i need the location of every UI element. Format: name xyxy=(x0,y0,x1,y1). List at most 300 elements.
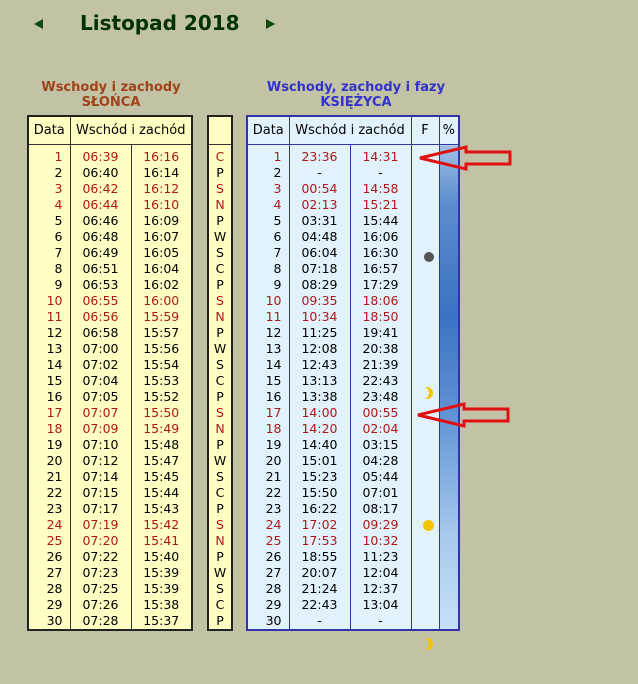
table-row xyxy=(208,277,232,293)
moonrise-cell: 15:23 xyxy=(289,469,350,485)
sunrise-cell: 07:04 xyxy=(70,373,131,389)
table-row xyxy=(208,357,232,373)
table-row xyxy=(28,517,192,533)
moon-day-cell: 16 xyxy=(265,389,282,404)
sunset-cell: 15:45 xyxy=(131,469,192,485)
table-row xyxy=(28,485,192,501)
moonset-cell: 16:06 xyxy=(350,229,411,245)
phase-cell xyxy=(411,181,439,197)
sun-day-cell: 13 xyxy=(46,341,63,356)
moonset-cell: 17:29 xyxy=(350,277,411,293)
moon-day-cell: 1 xyxy=(273,149,282,164)
moon-day-cell: 9 xyxy=(273,277,282,292)
moonrise-cell: 23:36 xyxy=(289,145,350,166)
moon-heading-line2: KSIĘŻYCA xyxy=(320,95,392,110)
table-row xyxy=(28,325,192,341)
red-arrow-annotation-icon xyxy=(416,144,514,172)
table-row xyxy=(28,549,192,565)
moon-day-cell: 30 xyxy=(265,613,282,628)
sunrise-cell: 06:40 xyxy=(70,165,131,181)
sunrise-cell: 06:39 xyxy=(70,145,131,166)
sun-day-cell: 28 xyxy=(46,581,63,596)
moonrise-cell: 07:18 xyxy=(289,261,350,277)
moon-col-date: Data xyxy=(247,116,289,145)
sun-day-cell: 1 xyxy=(54,149,63,164)
moon-col-phase: F xyxy=(411,116,439,145)
sun-day-cell: 9 xyxy=(54,277,63,292)
moonrise-cell: - xyxy=(289,165,350,181)
phase-cell xyxy=(411,277,439,293)
weekday-col-header xyxy=(208,116,232,145)
full-moon-icon xyxy=(423,520,434,531)
phase-cell xyxy=(411,565,439,581)
weekday-cell: P xyxy=(216,213,224,228)
sun-col-riseset: Wschód i zachód xyxy=(70,116,192,145)
moonrise-cell: 14:40 xyxy=(289,437,350,453)
moon-day-cell: 22 xyxy=(265,485,282,500)
moonset-cell: 18:06 xyxy=(350,293,411,309)
moon-day-cell: 26 xyxy=(265,549,282,564)
phase-cell xyxy=(411,341,439,357)
sunset-cell: 16:12 xyxy=(131,181,192,197)
sun-day-cell: 17 xyxy=(46,405,63,420)
sunrise-cell: 07:26 xyxy=(70,597,131,613)
sunset-cell: 15:49 xyxy=(131,421,192,437)
sunrise-cell: 07:07 xyxy=(70,405,131,421)
moon-day-cell: 7 xyxy=(273,245,282,260)
moon-day-cell: 4 xyxy=(273,197,282,212)
moon-day-cell: 15 xyxy=(265,373,282,388)
phase-cell xyxy=(411,213,439,229)
sunset-cell: 15:40 xyxy=(131,549,192,565)
table-row xyxy=(208,145,232,166)
moonrise-cell: 22:43 xyxy=(289,597,350,613)
table-row xyxy=(247,261,459,277)
weekday-cell: C xyxy=(215,261,225,276)
sunrise-cell: 07:02 xyxy=(70,357,131,373)
moonrise-cell: 17:02 xyxy=(289,517,350,533)
table-row xyxy=(247,213,459,229)
moon-day-cell: 28 xyxy=(265,581,282,596)
table-row xyxy=(28,245,192,261)
weekday-cell: P xyxy=(216,549,224,564)
sun-day-cell: 26 xyxy=(46,549,63,564)
weekday-cell: S xyxy=(216,405,224,420)
weekday-cell: N xyxy=(215,533,225,548)
moonset-cell: 23:48 xyxy=(350,389,411,405)
table-row xyxy=(28,453,192,469)
moonset-cell: 11:23 xyxy=(350,549,411,565)
table-row xyxy=(208,229,232,245)
table-row xyxy=(208,165,232,181)
moon-day-cell: 14 xyxy=(265,357,282,372)
page-title: Listopad 2018 xyxy=(80,11,240,35)
sunrise-cell: 07:25 xyxy=(70,581,131,597)
weekday-cell: S xyxy=(216,181,224,196)
sunset-cell: 15:41 xyxy=(131,533,192,549)
sunset-cell: 16:02 xyxy=(131,277,192,293)
moon-day-cell: 19 xyxy=(265,437,282,452)
first-quarter-icon xyxy=(417,387,429,399)
phase-cell xyxy=(411,293,439,309)
moon-day-cell: 24 xyxy=(265,517,282,532)
new-moon-icon xyxy=(424,252,434,262)
sunrise-cell: 07:22 xyxy=(70,549,131,565)
moonset-cell: 09:29 xyxy=(350,517,411,533)
sunset-cell: 15:52 xyxy=(131,389,192,405)
moonrise-cell: 03:31 xyxy=(289,213,350,229)
phase-cell xyxy=(411,197,439,213)
weekday-cell: C xyxy=(215,149,225,164)
next-month-arrow-icon[interactable] xyxy=(266,19,275,29)
moonset-cell: 16:30 xyxy=(350,245,411,261)
moon-day-cell: 12 xyxy=(265,325,282,340)
table-row xyxy=(208,389,232,405)
weekday-cell: P xyxy=(216,437,224,452)
moonset-cell: 05:44 xyxy=(350,469,411,485)
table-row xyxy=(247,197,459,213)
moonrise-cell: 12:43 xyxy=(289,357,350,373)
table-row xyxy=(28,405,192,421)
moonrise-cell: 06:04 xyxy=(289,245,350,261)
sun-day-cell: 30 xyxy=(46,613,63,628)
table-row xyxy=(28,229,192,245)
sun-day-cell: 20 xyxy=(46,453,63,468)
moon-day-cell: 6 xyxy=(273,229,282,244)
table-row xyxy=(28,213,192,229)
moonrise-cell: 15:50 xyxy=(289,485,350,501)
moonset-cell: 15:44 xyxy=(350,213,411,229)
sun-heading-line2: SŁOŃCA xyxy=(81,95,141,110)
table-row xyxy=(28,421,192,437)
phase-cell xyxy=(411,469,439,485)
table-row xyxy=(208,501,232,517)
sunset-cell: 15:37 xyxy=(131,613,192,630)
moonset-cell: 16:57 xyxy=(350,261,411,277)
table-row xyxy=(28,389,192,405)
sun-day-cell: 24 xyxy=(46,517,63,532)
moonrise-cell: 02:13 xyxy=(289,197,350,213)
sunset-cell: 15:39 xyxy=(131,565,192,581)
weekday-cell: N xyxy=(215,309,225,324)
table-row xyxy=(28,501,192,517)
moonrise-cell: 13:13 xyxy=(289,373,350,389)
table-row xyxy=(208,565,232,581)
sunset-cell: 15:39 xyxy=(131,581,192,597)
moonrise-cell: 10:34 xyxy=(289,309,350,325)
moon-day-cell: 8 xyxy=(273,261,282,276)
phase-cell xyxy=(411,485,439,501)
weekday-cell: S xyxy=(216,517,224,532)
moonset-cell: 18:50 xyxy=(350,309,411,325)
phase-cell xyxy=(411,437,439,453)
table-row xyxy=(28,165,192,181)
sun-heading-line1: Wschody i zachody xyxy=(41,80,181,95)
sunrise-cell: 06:48 xyxy=(70,229,131,245)
table-row xyxy=(247,597,459,613)
table-row xyxy=(247,277,459,293)
phase-cell xyxy=(411,597,439,613)
sunset-cell: 15:56 xyxy=(131,341,192,357)
sunset-cell: 15:47 xyxy=(131,453,192,469)
table-row xyxy=(208,613,232,630)
moon-section-heading xyxy=(248,80,464,110)
sunrise-cell: 06:51 xyxy=(70,261,131,277)
moonrise-cell: 08:29 xyxy=(289,277,350,293)
sunrise-cell: 06:55 xyxy=(70,293,131,309)
sunset-cell: 16:07 xyxy=(131,229,192,245)
table-row xyxy=(208,245,232,261)
sunset-cell: 16:14 xyxy=(131,165,192,181)
sunset-cell: 15:59 xyxy=(131,309,192,325)
table-row xyxy=(208,341,232,357)
table-row xyxy=(208,373,232,389)
moonrise-cell: 14:20 xyxy=(289,421,350,437)
sun-day-cell: 27 xyxy=(46,565,63,580)
table-row xyxy=(208,181,232,197)
sunrise-cell: 07:10 xyxy=(70,437,131,453)
sun-day-cell: 6 xyxy=(54,229,63,244)
moonrise-cell: - xyxy=(289,613,350,630)
sun-table xyxy=(27,115,193,631)
sunset-cell: 16:09 xyxy=(131,213,192,229)
weekday-cell: S xyxy=(216,357,224,372)
sunset-cell: 16:16 xyxy=(131,145,192,166)
weekday-table xyxy=(207,115,233,631)
sunrise-cell: 07:28 xyxy=(70,613,131,630)
moon-day-cell: 21 xyxy=(265,469,282,484)
sunset-cell: 15:42 xyxy=(131,517,192,533)
table-row xyxy=(208,517,232,533)
weekday-cell: S xyxy=(216,293,224,308)
table-row xyxy=(28,261,192,277)
table-row xyxy=(247,549,459,565)
table-row xyxy=(28,597,192,613)
moon-col-percent: % xyxy=(439,116,459,145)
moonrise-cell: 04:48 xyxy=(289,229,350,245)
moonset-cell: 03:15 xyxy=(350,437,411,453)
table-row xyxy=(247,581,459,597)
sunrise-cell: 07:12 xyxy=(70,453,131,469)
sun-day-cell: 29 xyxy=(46,597,63,612)
moonset-cell: - xyxy=(350,165,411,181)
moonset-cell: 22:43 xyxy=(350,373,411,389)
moonset-cell: 12:04 xyxy=(350,565,411,581)
table-row xyxy=(208,261,232,277)
table-row xyxy=(247,613,459,630)
table-row xyxy=(247,565,459,581)
moonset-cell: - xyxy=(350,613,411,630)
moon-col-riseset: Wschód i zachód xyxy=(289,116,411,145)
moon-day-cell: 25 xyxy=(265,533,282,548)
sun-day-cell: 25 xyxy=(46,533,63,548)
moon-day-cell: 23 xyxy=(265,501,282,516)
illumination-percent-bar xyxy=(439,145,459,631)
sun-day-cell: 11 xyxy=(46,309,63,324)
table-row xyxy=(208,197,232,213)
table-row xyxy=(28,181,192,197)
table-row xyxy=(28,341,192,357)
table-row xyxy=(208,293,232,309)
sunset-cell: 15:57 xyxy=(131,325,192,341)
last-quarter-icon xyxy=(417,638,429,650)
moonrise-cell: 16:22 xyxy=(289,501,350,517)
sun-day-cell: 5 xyxy=(54,213,63,228)
weekday-cell: S xyxy=(216,581,224,596)
weekday-cell: W xyxy=(213,453,227,468)
table-row xyxy=(28,373,192,389)
table-row xyxy=(208,485,232,501)
previous-month-arrow-icon[interactable] xyxy=(34,19,43,29)
table-row xyxy=(28,293,192,309)
table-row xyxy=(28,533,192,549)
table-row xyxy=(247,533,459,549)
sun-day-cell: 22 xyxy=(46,485,63,500)
sun-day-cell: 23 xyxy=(46,501,63,516)
moon-heading-line1: Wschody, zachody i fazy xyxy=(266,80,446,95)
moonrise-cell: 20:07 xyxy=(289,565,350,581)
moonset-cell: 07:01 xyxy=(350,485,411,501)
sun-day-cell: 19 xyxy=(46,437,63,452)
sun-day-cell: 14 xyxy=(46,357,63,372)
weekday-cell: S xyxy=(216,469,224,484)
phase-cell xyxy=(411,453,439,469)
moonset-cell: 04:28 xyxy=(350,453,411,469)
moonrise-cell: 21:24 xyxy=(289,581,350,597)
sunrise-cell: 07:05 xyxy=(70,389,131,405)
sun-day-cell: 4 xyxy=(54,197,63,212)
moon-day-cell: 11 xyxy=(265,309,282,324)
sunrise-cell: 06:56 xyxy=(70,309,131,325)
table-row xyxy=(28,581,192,597)
sun-day-cell: 21 xyxy=(46,469,63,484)
sun-col-date: Data xyxy=(28,116,70,145)
table-row xyxy=(28,309,192,325)
weekday-cell: P xyxy=(216,389,224,404)
sunset-cell: 15:53 xyxy=(131,373,192,389)
sun-day-cell: 8 xyxy=(54,261,63,276)
table-row xyxy=(28,565,192,581)
moonrise-cell: 18:55 xyxy=(289,549,350,565)
weekday-cell: S xyxy=(216,245,224,260)
moon-day-cell: 5 xyxy=(273,213,282,228)
moonset-cell: 19:41 xyxy=(350,325,411,341)
phase-cell xyxy=(411,613,439,630)
weekday-cell: N xyxy=(215,421,225,436)
moonset-cell: 00:55 xyxy=(350,405,411,421)
weekday-cell: P xyxy=(216,325,224,340)
table-row xyxy=(247,341,459,357)
sunrise-cell: 07:15 xyxy=(70,485,131,501)
sunset-cell: 15:43 xyxy=(131,501,192,517)
table-row xyxy=(208,325,232,341)
table-row xyxy=(208,437,232,453)
moonset-cell: 14:58 xyxy=(350,181,411,197)
sun-day-cell: 12 xyxy=(46,325,63,340)
table-row xyxy=(208,453,232,469)
red-arrow-annotation-icon xyxy=(414,401,512,429)
sunrise-cell: 07:19 xyxy=(70,517,131,533)
table-row xyxy=(208,597,232,613)
sunrise-cell: 06:49 xyxy=(70,245,131,261)
weekday-cell: P xyxy=(216,165,224,180)
sunrise-cell: 06:44 xyxy=(70,197,131,213)
weekday-cell: C xyxy=(215,373,225,388)
table-row xyxy=(28,613,192,630)
moonrise-cell: 14:00 xyxy=(289,405,350,421)
weekday-cell: W xyxy=(213,341,227,356)
table-row xyxy=(208,549,232,565)
table-row xyxy=(247,325,459,341)
table-row xyxy=(247,293,459,309)
sunrise-cell: 06:42 xyxy=(70,181,131,197)
moonset-cell: 12:37 xyxy=(350,581,411,597)
table-row xyxy=(28,145,192,166)
table-row xyxy=(247,437,459,453)
sunrise-cell: 07:14 xyxy=(70,469,131,485)
moon-day-cell: 18 xyxy=(265,421,282,436)
table-row xyxy=(208,405,232,421)
sunrise-cell: 07:00 xyxy=(70,341,131,357)
sunrise-cell: 07:17 xyxy=(70,501,131,517)
sun-day-cell: 10 xyxy=(46,293,63,308)
moonset-cell: 14:31 xyxy=(350,145,411,166)
sunset-cell: 15:48 xyxy=(131,437,192,453)
weekday-cell: P xyxy=(216,501,224,516)
moon-day-cell: 2 xyxy=(273,165,282,180)
sun-day-cell: 18 xyxy=(46,421,63,436)
moonset-cell: 02:04 xyxy=(350,421,411,437)
table-row xyxy=(247,453,459,469)
moonrise-cell: 15:01 xyxy=(289,453,350,469)
moonrise-cell: 11:25 xyxy=(289,325,350,341)
moon-day-cell: 20 xyxy=(265,453,282,468)
weekday-cell: W xyxy=(213,229,227,244)
table-row xyxy=(247,469,459,485)
table-row xyxy=(28,197,192,213)
moonset-cell: 20:38 xyxy=(350,341,411,357)
phase-cell xyxy=(411,581,439,597)
phase-cell xyxy=(411,325,439,341)
sunset-cell: 16:00 xyxy=(131,293,192,309)
moon-day-cell: 13 xyxy=(265,341,282,356)
moon-day-cell: 29 xyxy=(265,597,282,612)
sunrise-cell: 06:58 xyxy=(70,325,131,341)
moonset-cell: 10:32 xyxy=(350,533,411,549)
sunset-cell: 15:54 xyxy=(131,357,192,373)
table-row xyxy=(208,309,232,325)
moonrise-cell: 09:35 xyxy=(289,293,350,309)
weekday-cell: N xyxy=(215,197,225,212)
moonset-cell: 13:04 xyxy=(350,597,411,613)
sunset-cell: 15:44 xyxy=(131,485,192,501)
moonrise-cell: 17:53 xyxy=(289,533,350,549)
table-row xyxy=(208,533,232,549)
sun-day-cell: 16 xyxy=(46,389,63,404)
sunset-cell: 16:10 xyxy=(131,197,192,213)
table-row xyxy=(28,437,192,453)
weekday-cell: C xyxy=(215,485,225,500)
sunrise-cell: 06:46 xyxy=(70,213,131,229)
table-row xyxy=(208,469,232,485)
phase-cell xyxy=(411,501,439,517)
sunrise-cell: 07:20 xyxy=(70,533,131,549)
table-row xyxy=(247,309,459,325)
sunrise-cell: 07:09 xyxy=(70,421,131,437)
moon-day-cell: 3 xyxy=(273,181,282,196)
sun-day-cell: 7 xyxy=(54,245,63,260)
sunset-cell: 15:50 xyxy=(131,405,192,421)
